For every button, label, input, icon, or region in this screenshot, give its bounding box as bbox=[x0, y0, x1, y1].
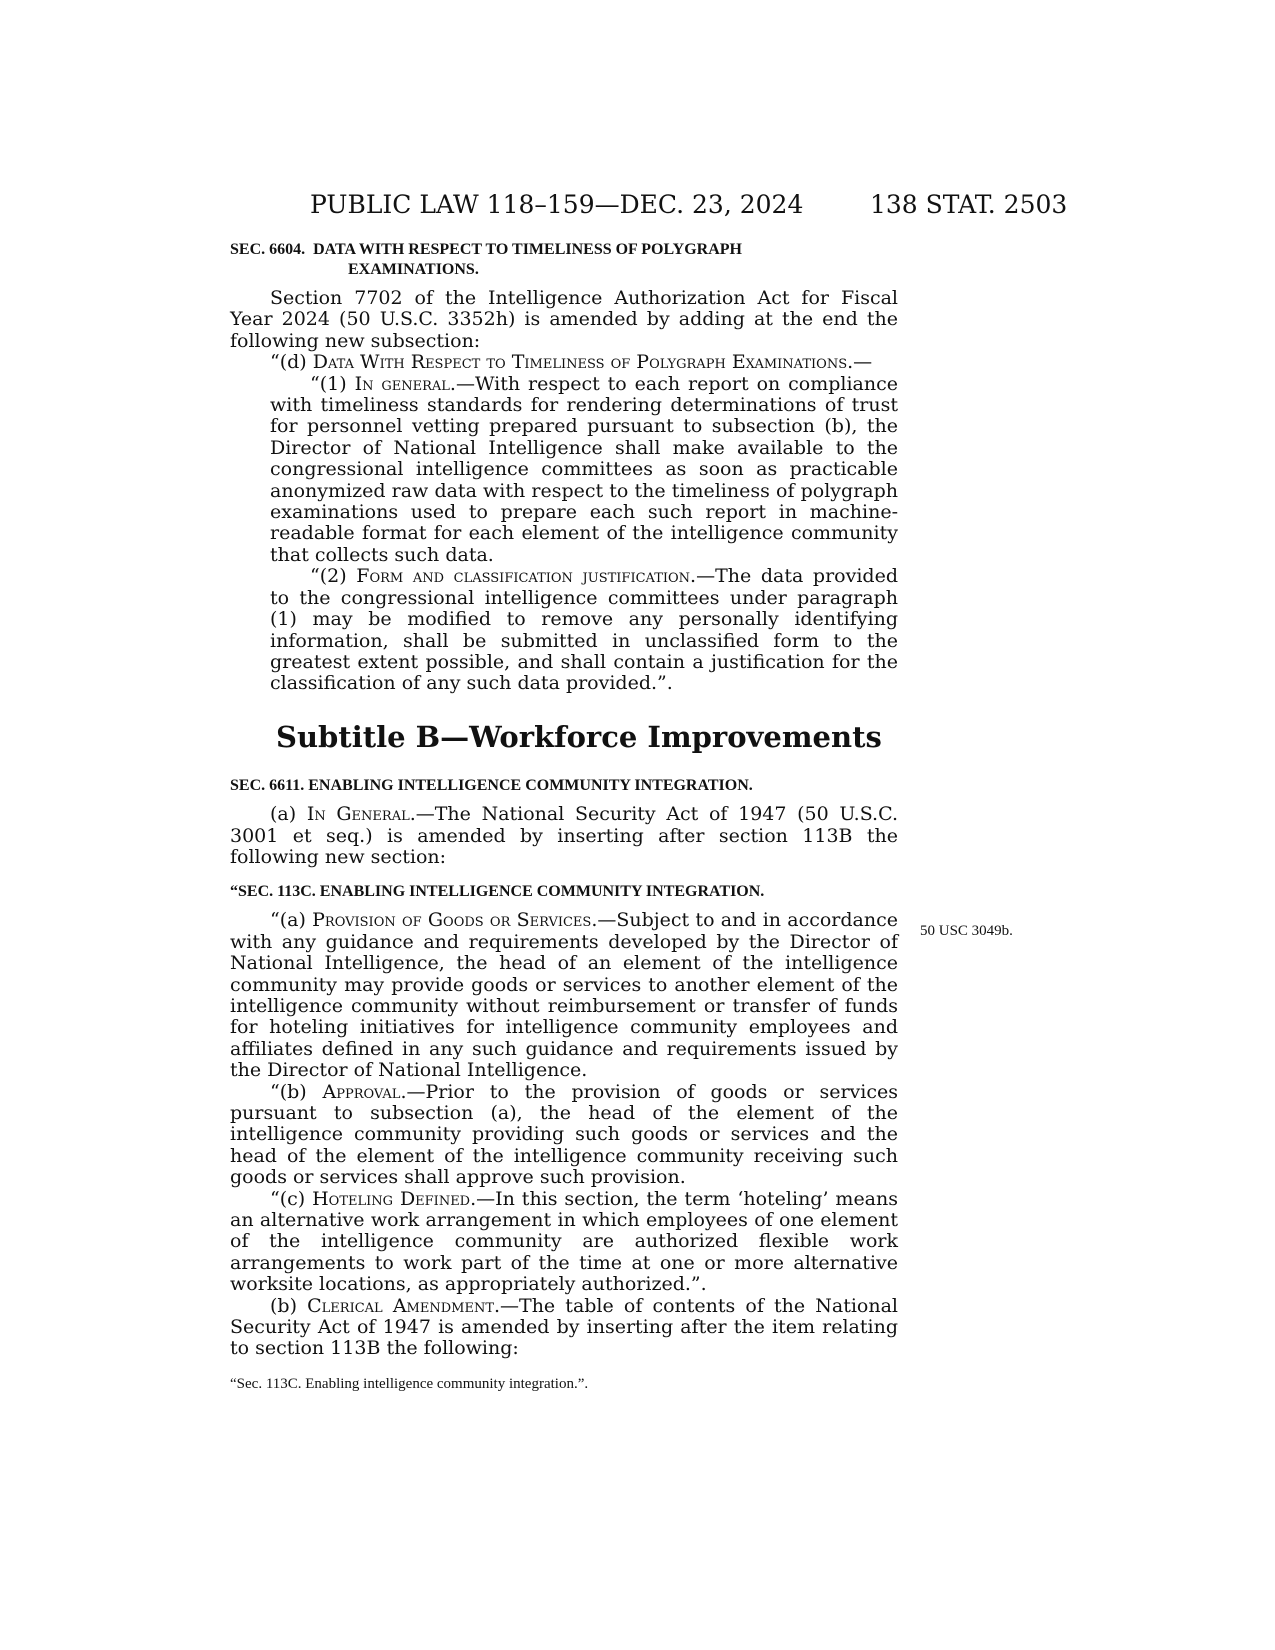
section-heading-6611: SEC. 6611. ENABLING INTELLIGENCE COMMUNITY INTEGRATION. bbox=[230, 777, 753, 795]
new-subsection-b bbox=[230, 1082, 898, 1189]
section-number: SEC. 6604. bbox=[230, 241, 306, 258]
new-subsection-b-heading: Approval bbox=[322, 1080, 401, 1103]
paragraph-2-heading: Form and classification justification bbox=[356, 565, 691, 588]
new-subsection-a-label: “(a) bbox=[270, 909, 306, 932]
subsection-b-text: .—The table of contents of the National Security Act of 1947 is amended by inserting after the item relating to section 113B the following: bbox=[230, 1294, 898, 1360]
page-number: 138 STAT. 2503 bbox=[870, 190, 1068, 219]
subsection-a-label: (a) bbox=[270, 803, 297, 826]
subsection-d-label: “(d) bbox=[270, 351, 307, 374]
subsection-b-label: (b) bbox=[270, 1294, 297, 1317]
subsection-a-heading: In General bbox=[306, 803, 410, 826]
paragraph-1 bbox=[270, 374, 898, 567]
new-subsection-b-label: “(b) bbox=[270, 1080, 307, 1103]
subsection-d-dash: .— bbox=[847, 351, 873, 374]
new-subsection-b-text: .—Prior to the provision of goods or services pursuant to subsection (a), the head of the element of the intelligence community providing such goods or services and the head of the element of the intelligence community receiving such goods or services shall approve such provision. bbox=[230, 1080, 898, 1189]
section-title-line1: DATA WITH RESPECT TO TIMELINESS OF POLYGRAPH bbox=[313, 241, 742, 258]
new-subsection-a-heading: Provision of Goods or Services bbox=[312, 909, 592, 932]
paragraph-1-label: “(1) bbox=[310, 372, 347, 395]
subsection-d-heading: Data With Respect to Timeliness of Polygraph Examinations bbox=[312, 351, 848, 374]
section-heading-113c: “SEC. 113C. ENABLING INTELLIGENCE COMMUNITY INTEGRATION. bbox=[230, 883, 765, 901]
marginal-note: 50 USC 3049b. bbox=[920, 923, 1013, 939]
toc-entry: “Sec. 113C. Enabling intelligence community integration.”. bbox=[230, 1375, 589, 1392]
paragraph-1-heading: In general bbox=[354, 372, 450, 395]
subsection-a-text: .—The National Security Act of 1947 (50 U.S.C. 3001 et seq.) is amended by inserting after section 113B the following new section: bbox=[230, 803, 898, 868]
subsection-b-heading: Clerical Amendment bbox=[307, 1294, 494, 1317]
new-subsection-a bbox=[230, 910, 898, 1081]
document-body bbox=[230, 240, 898, 1395]
subsection-a bbox=[230, 804, 898, 868]
subsection-d bbox=[230, 352, 898, 373]
section-heading-6604 bbox=[230, 240, 898, 280]
paragraph-2-text: .—The data provided to the congressional intelligence committees under paragraph (1) may be modified to remove any personally identifying information, shall be submitted in unclassified form to the greatest extent possible, and shall contain a justification for the classification of any such data provided.”. bbox=[270, 565, 898, 695]
new-subsection-a-text: .—Subject to and in accordance with any guidance and requirements developed by the Director of National Intelligence, the head of an element of the intelligence community may provide goods or services to another element of the intelligence community without reimbursement or transfer of funds for hoteling initiatives for intelligence community employees and affiliates defined in any such guidance and requirements issued by the Director of National Intelligence. bbox=[230, 909, 899, 1082]
subtitle-heading: Subtitle B—Workforce Improvements bbox=[276, 719, 882, 754]
new-subsection-c-heading: Hoteling Defined bbox=[312, 1187, 471, 1210]
paragraph-2-label: “(2) bbox=[310, 565, 347, 588]
paragraph-1-text: .—With respect to each report on compliance with timeliness standards for rendering determinations of trust for personnel vetting prepared pursuant to subsection (b), the Director of National Intelligence shall make available to the congressional intelligence committees as soon as practicable anonymized raw data with respect to the timeliness of polygraph examinations used to prepare each such report in machine-readable format for each element of the intelligence community that collects such data. bbox=[270, 372, 899, 566]
paragraph-2 bbox=[270, 566, 898, 694]
new-subsection-c bbox=[230, 1189, 898, 1296]
running-header-title: PUBLIC LAW 118–159—DEC. 23, 2024 bbox=[310, 190, 804, 219]
new-subsection-c-text: .—In this section, the term ‘hoteling’ means an alternative work arrangement in which employees of one element of the intelligence community are authorized flexible work arrangements to work part of the time at one or more alternative worksite locations, as appropriately authorized.”. bbox=[230, 1187, 898, 1296]
section-title-line2: EXAMINATIONS. bbox=[348, 261, 479, 278]
new-subsection-c-label: “(c) bbox=[270, 1187, 306, 1210]
subsection-b bbox=[230, 1296, 898, 1360]
section-intro: Section 7702 of the Intelligence Authorization Act for Fiscal Year 2024 (50 U.S.C. 3352h) is amended by adding at the end the following new subsection: bbox=[230, 287, 898, 352]
